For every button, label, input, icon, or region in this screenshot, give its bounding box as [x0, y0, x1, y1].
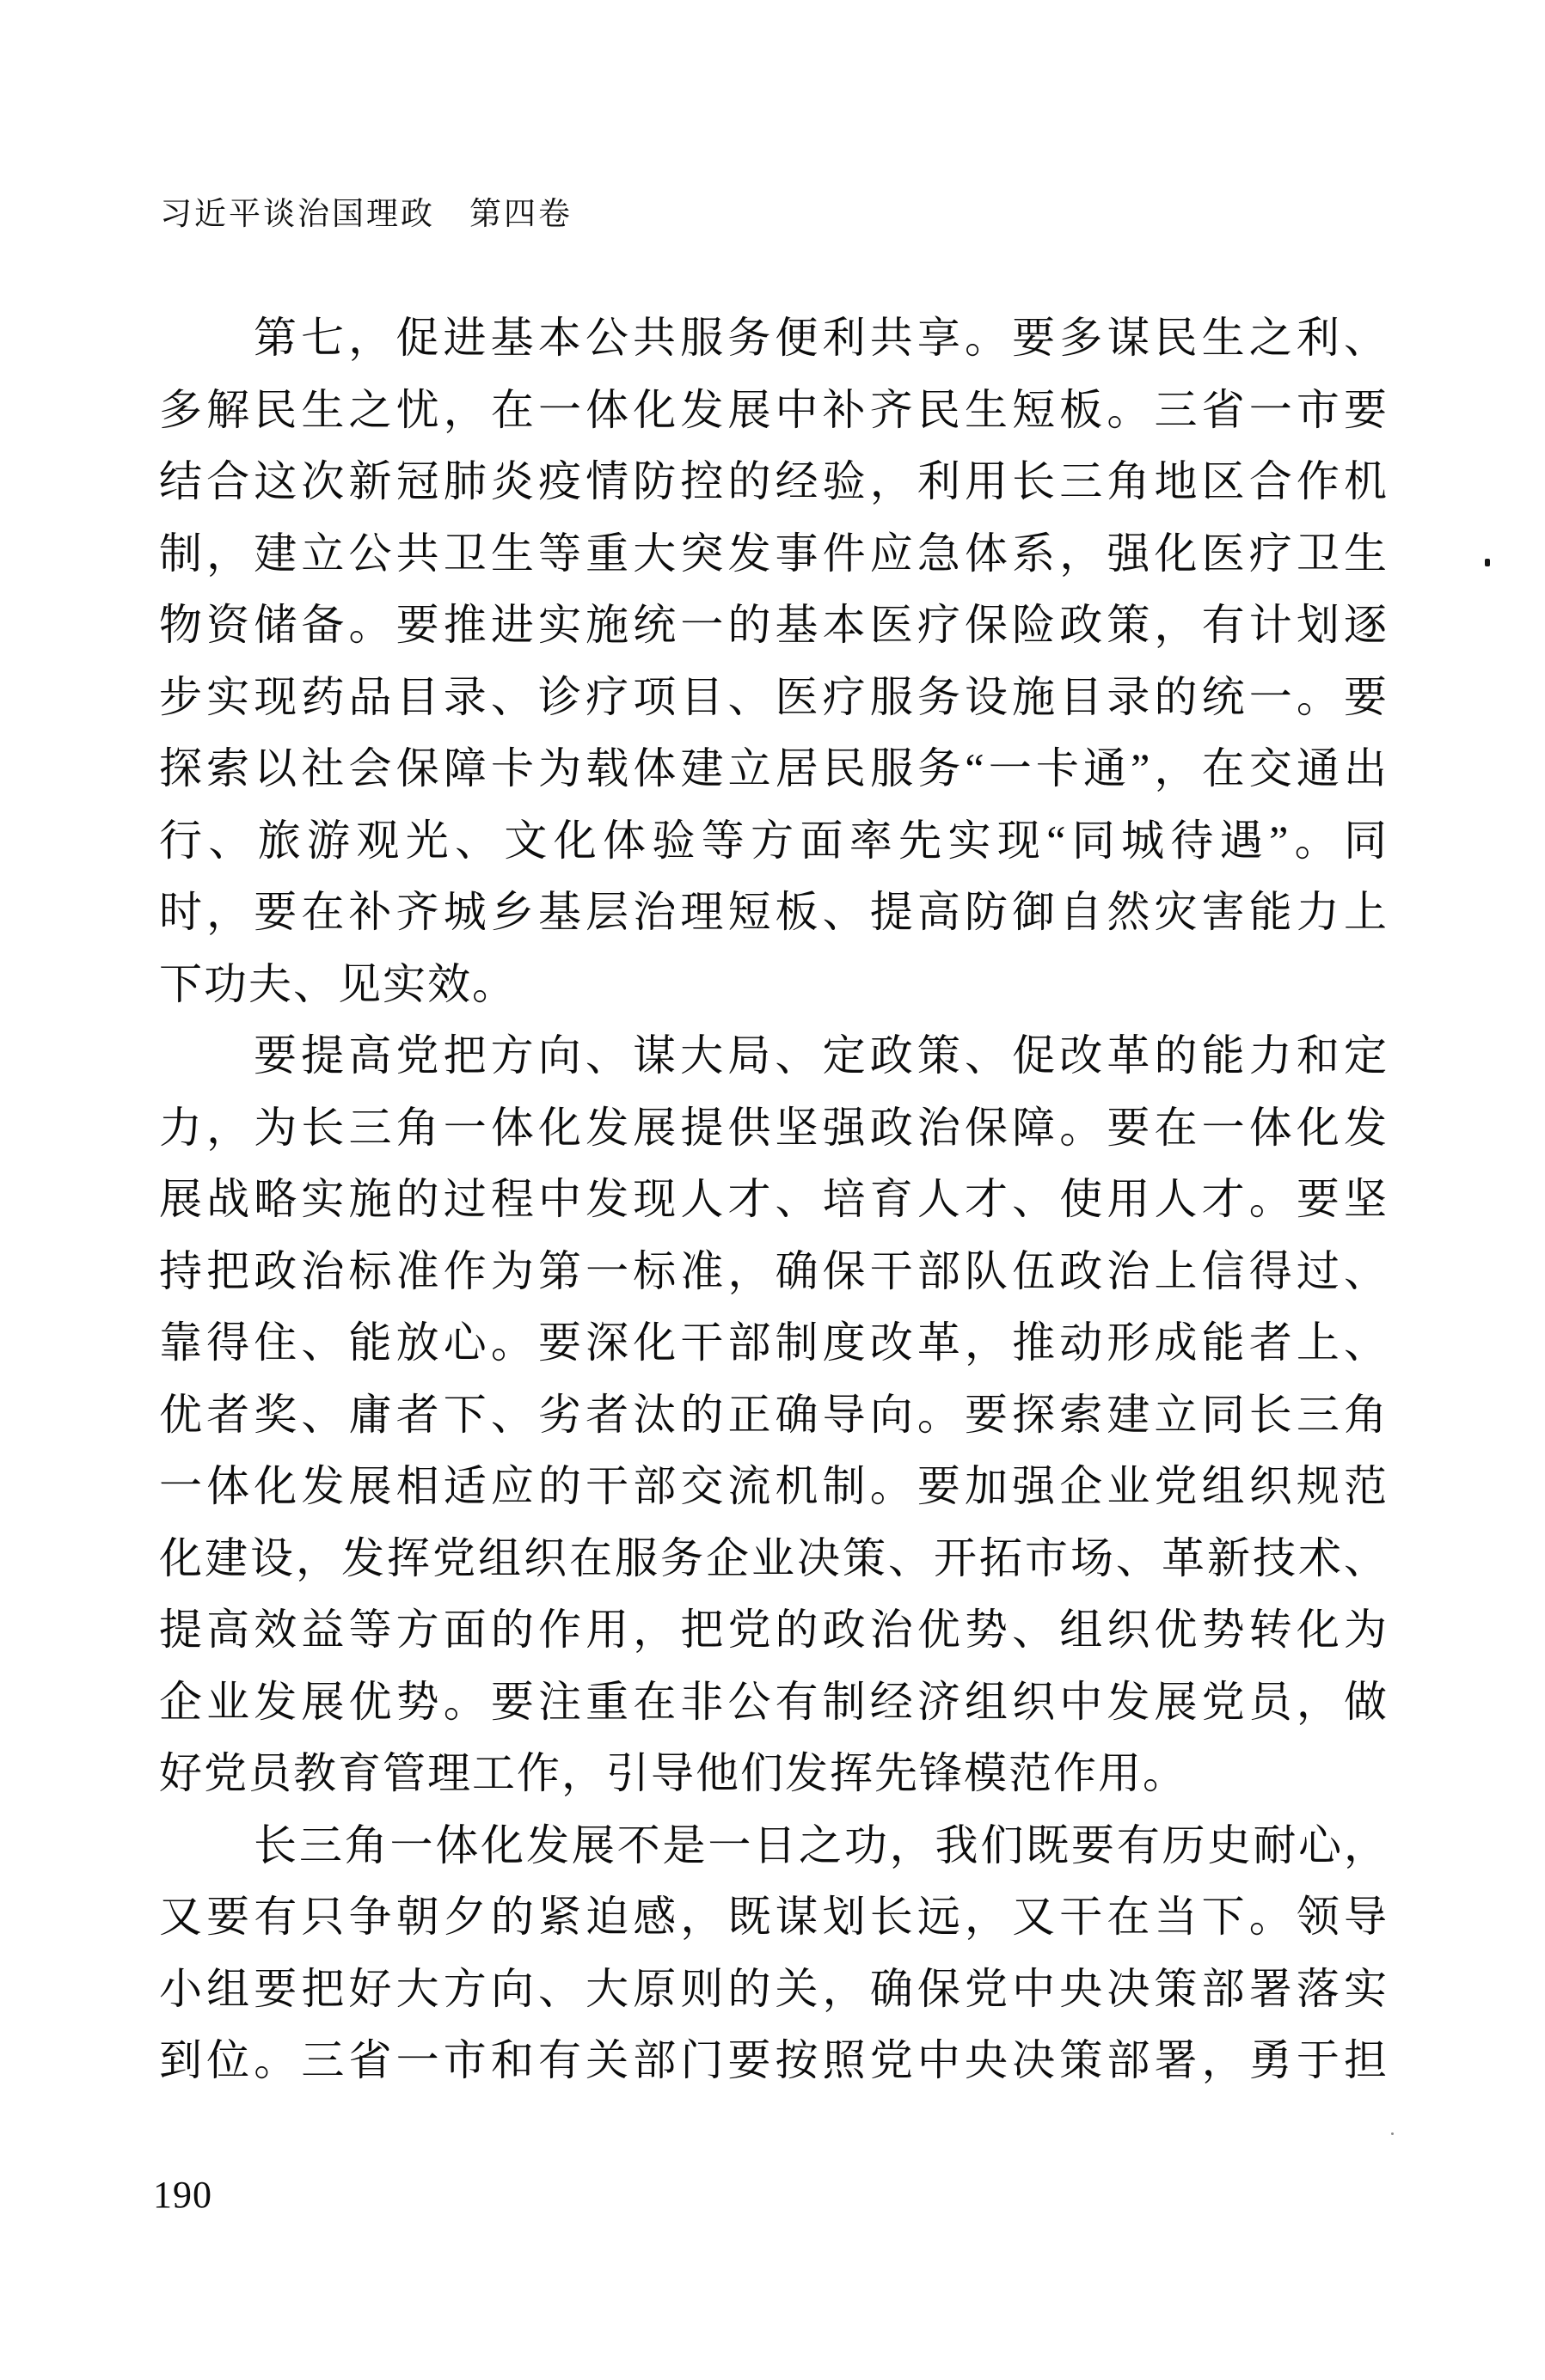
- text-line: 要提高党把方向、谋大局、定政策、促改革的能力和定: [254, 1031, 1389, 1080]
- text-line: 下功夫、见实效。: [159, 959, 517, 1008]
- text-line: 物资储备。要推进实施统一的基本医疗保险政策，有计划逐: [159, 601, 1389, 649]
- text-line: 提高效益等方面的作用，把党的政治优势、组织优势转化为: [159, 1606, 1389, 1654]
- text-line: 展战略实施的过程中发现人才、培育人才、使用人才。要坚: [159, 1175, 1389, 1223]
- text-line: 又要有只争朝夕的紧迫感，既谋划长远，又干在当下。领导: [159, 1893, 1389, 1941]
- text-line: 探索以社会保障卡为载体建立居民服务“一卡通”，在交通出: [159, 744, 1389, 792]
- text-line: 力，为长三角一体化发展提供坚强政治保障。要在一体化发: [159, 1103, 1389, 1152]
- scan-artifact-dot: [1485, 559, 1490, 566]
- text-line: 一体化发展相适应的干部交流机制。要加强企业党组织规范: [159, 1462, 1389, 1510]
- text-line: 长三角一体化发展不是一日之功，我们既要有历史耐心，: [254, 1820, 1389, 1869]
- text-line: 靠得住、能放心。要深化干部制度改革，推动形成能者上、: [159, 1318, 1389, 1367]
- text-line: 结合这次新冠肺炎疫情防控的经验，利用长三角地区合作机: [159, 457, 1389, 505]
- text-line: 第七，促进基本公共服务便利共享。要多谋民生之利、: [254, 314, 1389, 362]
- text-line: 持把政治标准作为第一标准，确保干部队伍政治上信得过、: [159, 1246, 1389, 1295]
- body-text: [159, 303, 1389, 2097]
- text-line: 行、旅游观光、文化体验等方面率先实现“同城待遇”。同: [159, 816, 1389, 865]
- text-line: 时，要在补齐城乡基层治理短板、提高防御自然灾害能力上: [159, 888, 1389, 936]
- page-number: 190: [153, 2174, 212, 2216]
- text-line: 优者奖、庸者下、劣者汰的正确导向。要探索建立同长三角: [159, 1390, 1389, 1439]
- text-line: 步实现药品目录、诊疗项目、医疗服务设施目录的统一。要: [159, 672, 1389, 721]
- text-line: 小组要把好大方向、大原则的关，确保党中央决策部署落实: [159, 1964, 1389, 2013]
- text-line: 企业发展优势。要注重在非公有制经济组织中发展党员，做: [159, 1677, 1389, 1726]
- text-line: 制，建立公共卫生等重大突发事件应急体系，强化医疗卫生: [159, 529, 1389, 578]
- scan-artifact-dot: [1391, 2132, 1394, 2135]
- running-header: 习近平谈治国理政 第四卷: [160, 197, 573, 232]
- text-line: 好党员教育管理工作，引导他们发挥先锋模范作用。: [159, 1749, 1187, 1797]
- text-line: 多解民生之忧，在一体化发展中补齐民生短板。三省一市要: [159, 385, 1389, 434]
- text-line: 到位。三省一市和有关部门要按照党中央决策部署，勇于担: [159, 2036, 1389, 2084]
- text-line: 化建设，发挥党组织在服务企业决策、开拓市场、革新技术、: [159, 1533, 1389, 1582]
